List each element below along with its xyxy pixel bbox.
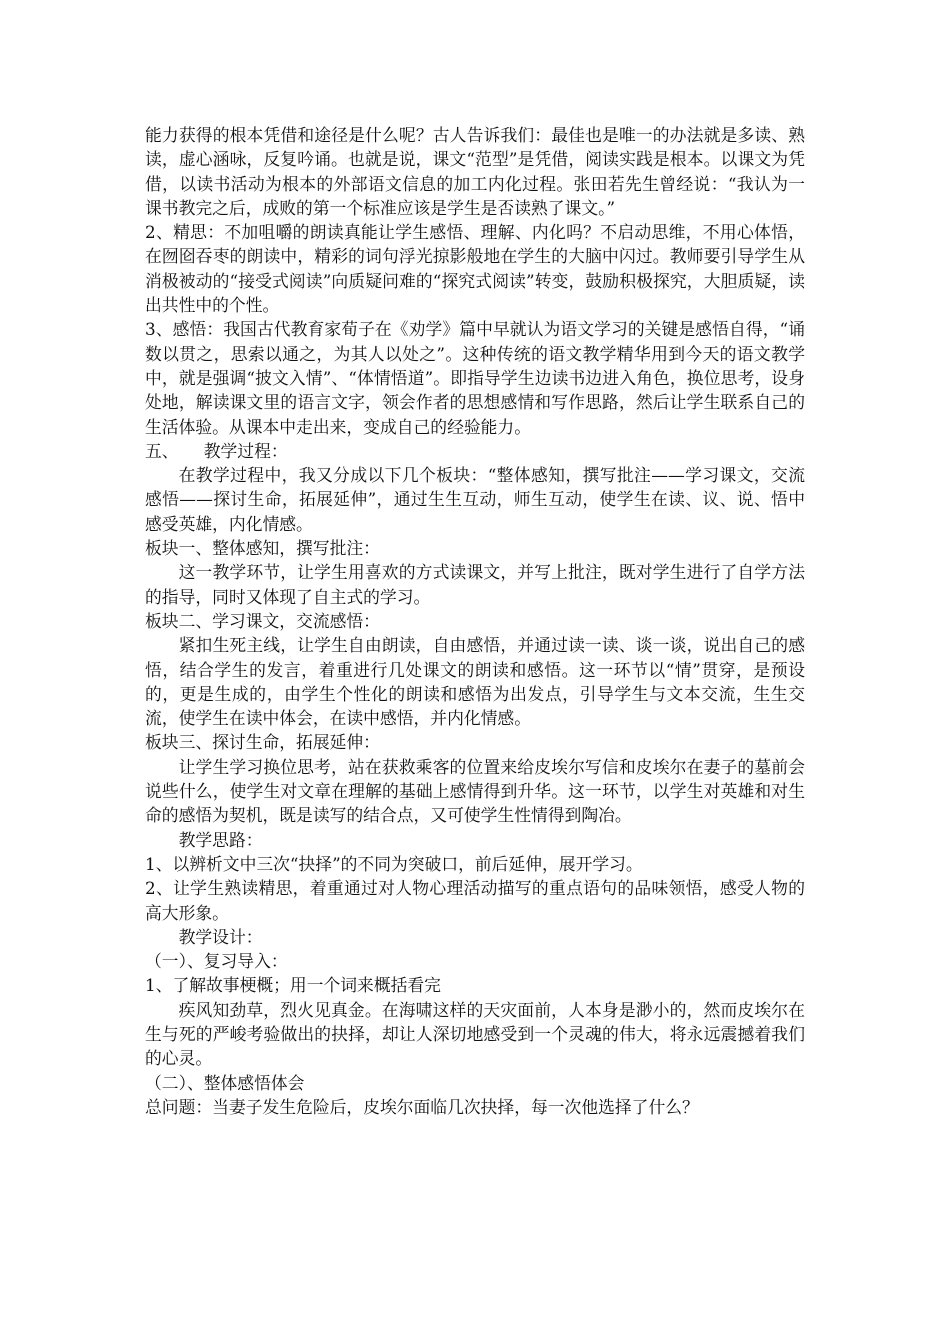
block-two-text: 紧扣生死主线，让学生自由朗读，自由感悟，并通过读一读、谈一谈，说出自己的感悟，结合学生的发言，着重进行几处课文的朗读和感悟。这一环节以“情”贯穿，是预设的，更是生成的，由学生个性化的朗读和感悟为出发点，引导学生与文本交流，生生交流，使学生在读中体会，在读中感悟，并内化情感。 bbox=[145, 635, 805, 729]
paragraph-reading-basis: 能力获得的根本凭借和途径是什么呢？古人告诉我们：最佳也是唯一的办法就是多读、熟读，虚心涵咏，反复吟诵。也就是说，课文“范型”是凭借，阅读实践是根本。以课文为凭借，以读书活动为根本的外部语文信息的加工内化过程。张田若先生曾经说：“我认为一课书教完之后，成败的第一个标准应该是学生是否读熟了课文。” bbox=[145, 125, 805, 218]
section-heading-teaching-process: 五、 教学过程： bbox=[145, 440, 288, 461]
block-three-text: 让学生学习换位思考，站在获救乘客的位置来给皮埃尔写信和皮埃尔在妻子的墓前会说些什么，使学生对文章在理解的基础上感情得到升华。这一环节，以学生对英雄和对生命的感悟为契机，既是读写的结合点，又可使学生性情得到陶冶。 bbox=[145, 756, 805, 826]
review-intro-heading: （一）、复习导入： bbox=[145, 951, 288, 972]
block-three-heading: 板块三、探讨生命，拓展延伸： bbox=[145, 732, 380, 753]
overall-perception-heading: （二）、整体感悟体会 bbox=[145, 1072, 305, 1093]
paragraph-careful-thinking: 2、精思：不加咀嚼的朗读真能让学生感悟、理解、内化吗？不启动思维，不用心体悟，在囫囵吞枣的朗读中，精彩的词句浮光掠影般地在学生的大脑中闪过。教师要引导学生从消极被动的“接受式阅读”向质疑问难的“探究式阅读”转变，鼓励积极探究，大胆质疑，读出共性中的个性。 bbox=[145, 222, 805, 316]
block-one-heading: 板块一、整体感知，撰写批注： bbox=[145, 538, 380, 559]
teaching-idea-heading: 教学思路： bbox=[178, 829, 263, 850]
review-paragraph: 疾风知劲草，烈火见真金。在海啸这样的天灾面前，人本身是渺小的，然而皮埃尔在生与死的严峻考验做出的抉择，却让人深切地感受到一个灵魂的伟大，将永远震撼着我们的心灵。 bbox=[145, 999, 805, 1069]
teaching-idea-item-2: 2、让学生熟读精思，着重通过对人物心理活动描写的重点语句的品味领悟，感受人物的高大形象。 bbox=[145, 878, 805, 923]
block-two-heading: 板块二、学习课文，交流感悟： bbox=[145, 610, 380, 631]
review-item-1: 1、了解故事梗概；用一个词来概括看完 bbox=[145, 975, 441, 996]
teaching-idea-item-1: 1、以辨析文中三次“抉择”的不同为突破口，前后延伸，展开学习。 bbox=[145, 853, 643, 874]
document-body bbox=[145, 123, 805, 1119]
teaching-design-heading: 教学设计： bbox=[178, 926, 263, 947]
paragraph-process-overview: 在教学过程中，我又分成以下几个板块：“整体感知，撰写批注——学习课文，交流感悟——探讨生命，拓展延伸”，通过生生互动，师生互动，使学生在读、议、说、悟中感受英雄，内化情感。 bbox=[145, 465, 805, 534]
overall-question: 总问题：当妻子发生危险后，皮埃尔面临几次抉择，每一次他选择了什么？ bbox=[145, 1096, 699, 1117]
paragraph-perception: 3、感悟：我国古代教育家荀子在《劝学》篇中早就认为语文学习的关键是感悟自得，“诵数以贯之，思索以通之，为其人以处之”。这种传统的语文教学精华用到今天的语文教学中，就是强调“披文入情”、“体情悟道”。即指导学生边读书边进入角色，换位思考，设身处地，解读课文里的语言文字，领会作者的思想感情和写作思路，然后让学生联系自己的生活体验。从课本中走出来，变成自己的经验能力。 bbox=[145, 319, 805, 437]
block-one-text: 这一教学环节，让学生用喜欢的方式读课文，并写上批注，既对学生进行了自学方法的指导，同时又体现了自主式的学习。 bbox=[145, 562, 805, 607]
